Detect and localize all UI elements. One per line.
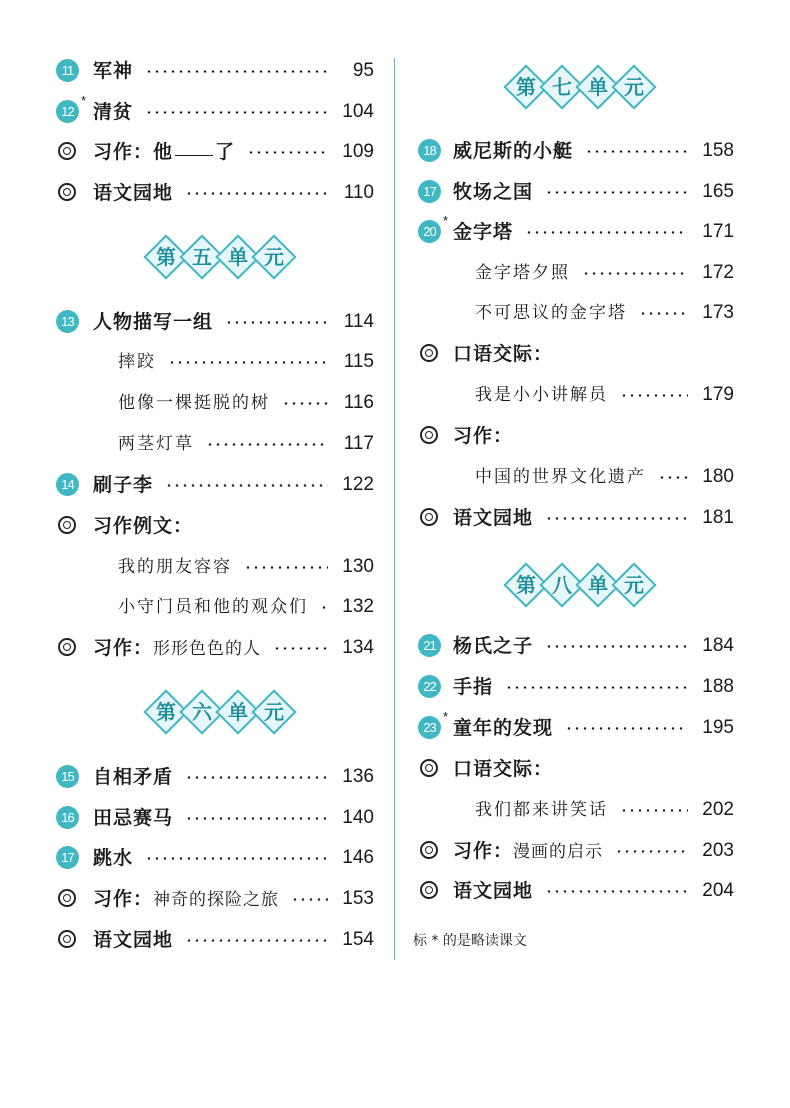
toc-entry[interactable]: [396, 754, 790, 784]
entry-title-topic: 神奇的探险之旅: [153, 890, 280, 910]
toc-entry[interactable]: [396, 672, 790, 702]
dot-leader: [168, 361, 328, 364]
page-number: 181: [702, 507, 734, 528]
dot-leader: [206, 443, 328, 446]
dot-leader: [244, 566, 328, 569]
unit-heading: [508, 68, 658, 108]
double-circle-bullet-icon: [420, 881, 438, 899]
toc-entry[interactable]: [0, 388, 394, 418]
unit-heading-char: 元: [264, 245, 284, 269]
lesson-number-badge: 14: [56, 473, 79, 496]
entry-title-label: 习作：: [93, 637, 154, 659]
unit-heading-char: 第: [516, 573, 536, 597]
entry-title: 田忌赛马: [93, 807, 174, 829]
page-number: 171: [702, 221, 734, 242]
toc-entry[interactable]: [396, 631, 790, 661]
dot-leader: [145, 857, 328, 860]
page-number: 203: [702, 840, 734, 861]
unit-heading-char: 八: [552, 573, 572, 597]
entry-title: 口语交际：: [453, 758, 554, 780]
toc-entry[interactable]: [0, 762, 394, 792]
unit-heading-char: 五: [192, 245, 212, 269]
footnote-skim-reading: 标 * 的是略读课文: [413, 933, 527, 949]
lesson-number-badge: 12: [56, 100, 79, 123]
entry-title: 习作例文：: [93, 515, 194, 537]
page-number: 158: [702, 140, 734, 161]
dot-leader: [545, 517, 688, 520]
page-number: 130: [342, 556, 374, 577]
entry-title: 我的朋友容容: [118, 557, 232, 577]
page-number: 140: [342, 807, 374, 828]
page-number: 180: [702, 466, 734, 487]
dot-leader: [291, 898, 328, 901]
toc-entry[interactable]: [0, 925, 394, 955]
dot-leader: [582, 272, 688, 275]
dot-leader: [525, 231, 688, 234]
double-circle-bullet-icon: [58, 930, 76, 948]
page-number: 202: [702, 799, 734, 820]
toc-entry[interactable]: [0, 592, 394, 622]
entry-title-topic: 漫画的启示: [513, 842, 604, 862]
toc-entry[interactable]: [396, 213, 790, 247]
page-number: 153: [342, 888, 374, 909]
page-number: 146: [342, 847, 374, 868]
lesson-number-badge: 23: [418, 716, 441, 739]
dot-leader: [282, 402, 328, 405]
dot-leader: [505, 686, 688, 689]
entry-title: 童年的发现: [453, 717, 554, 739]
double-circle-bullet-icon: [420, 508, 438, 526]
entry-title: 刷子李: [93, 474, 154, 496]
entry-title: 金字塔: [453, 221, 514, 243]
entry-title: 语文园地: [453, 507, 534, 529]
toc-entry[interactable]: [0, 56, 394, 86]
unit-heading: [148, 693, 298, 733]
toc-entry[interactable]: [396, 876, 790, 906]
dot-leader: [165, 484, 328, 487]
page-number: 154: [342, 929, 374, 950]
entry-title: 他像一棵挺脱的树: [118, 393, 270, 413]
toc-entry[interactable]: [0, 470, 394, 500]
entry-title-topic: 形形色色的人: [153, 639, 262, 659]
toc-entry[interactable]: [0, 552, 394, 582]
entry-title: 军神: [93, 60, 134, 82]
dot-leader: [185, 192, 328, 195]
dot-leader: [145, 111, 328, 114]
lesson-number-badge: 17: [418, 180, 441, 203]
toc-entry[interactable]: [396, 503, 790, 533]
page-number: 204: [702, 880, 734, 901]
entry-title: 手指: [453, 676, 494, 698]
toc-entry[interactable]: [0, 137, 394, 167]
entry-title: 我是小小讲解员: [475, 385, 608, 405]
page-number: 173: [702, 302, 734, 323]
toc-entry[interactable]: [0, 803, 394, 833]
double-circle-bullet-icon: [58, 183, 76, 201]
entry-title: 跳水: [93, 847, 134, 869]
entry-title: 两茎灯草: [118, 434, 194, 454]
toc-entry[interactable]: [396, 258, 790, 288]
page-number: 132: [342, 596, 374, 617]
lesson-number-badge: 15: [56, 765, 79, 788]
page-number: 134: [342, 637, 374, 658]
unit-heading-char: 六: [192, 700, 212, 724]
dot-leader: [185, 817, 328, 820]
lesson-number-badge: 18: [418, 139, 441, 162]
lesson-number-badge: 11: [56, 59, 79, 82]
fill-in-blank-line: [175, 137, 213, 156]
toc-entry[interactable]: [396, 380, 790, 410]
toc-entry[interactable]: [396, 795, 790, 825]
entry-title-prefix: 习作：他: [93, 141, 174, 163]
entry-title: 金字塔夕照: [475, 263, 570, 283]
page-number: 195: [702, 717, 734, 738]
entry-title: 中国的世界文化遗产: [475, 467, 646, 487]
toc-entry[interactable]: [396, 177, 790, 207]
page-number: 122: [342, 474, 374, 495]
toc-entry[interactable]: [396, 136, 790, 166]
page-number: 109: [342, 141, 374, 162]
double-circle-bullet-icon: [58, 142, 76, 160]
skim-reading-star: *: [443, 709, 449, 724]
entry-title: 语文园地: [453, 880, 534, 902]
dot-leader: [585, 150, 688, 153]
double-circle-bullet-icon: [420, 426, 438, 444]
toc-entry[interactable]: [396, 462, 790, 492]
entry-title: 语文园地: [93, 182, 174, 204]
entry-title: [93, 633, 261, 664]
unit-heading-char: 单: [228, 700, 248, 724]
double-circle-bullet-icon: [58, 889, 76, 907]
toc-entry[interactable]: [396, 339, 790, 369]
unit-heading-char: 单: [228, 245, 248, 269]
unit-heading-char: 第: [156, 700, 176, 724]
lesson-number-badge: 17: [56, 846, 79, 869]
entry-title: 杨氏之子: [453, 635, 534, 657]
page-number: 115: [343, 351, 374, 372]
page-number: 116: [343, 392, 374, 413]
entry-title: [93, 884, 279, 915]
entry-title: 我们都来讲笑话: [475, 800, 608, 820]
lesson-number-badge: 22: [418, 675, 441, 698]
dot-leader: [185, 776, 328, 779]
double-circle-bullet-icon: [420, 344, 438, 362]
page-number: 188: [702, 676, 734, 697]
entry-title: [453, 836, 603, 867]
dot-leader: [620, 394, 688, 397]
dot-leader: [545, 645, 688, 648]
skim-reading-star: *: [81, 93, 87, 108]
toc-entry[interactable]: [396, 709, 790, 743]
page-number: 165: [702, 181, 734, 202]
toc-entry[interactable]: [0, 429, 394, 459]
page-number: 172: [702, 262, 734, 283]
entry-title: 口语交际：: [453, 343, 554, 365]
page-number: 136: [342, 766, 374, 787]
dot-leader: [615, 850, 688, 853]
double-circle-bullet-icon: [420, 759, 438, 777]
entry-title-label: 习作：: [93, 888, 154, 910]
entry-title: 语文园地: [93, 929, 174, 951]
dot-leader: [545, 191, 688, 194]
unit-heading-char: 七: [552, 75, 572, 99]
lesson-number-badge: 20: [418, 220, 441, 243]
unit-heading-char: 元: [264, 700, 284, 724]
entry-title: 人物描写一组: [93, 311, 214, 333]
dot-leader: [545, 890, 688, 893]
dot-leader: [639, 312, 688, 315]
toc-entry[interactable]: [0, 347, 394, 377]
unit-heading-char: 单: [588, 75, 608, 99]
toc-entry[interactable]: [0, 884, 394, 914]
unit-heading: [148, 238, 298, 278]
dot-leader: [185, 939, 328, 942]
entry-title: 不可思议的金字塔: [475, 303, 627, 323]
unit-heading-char: 单: [588, 573, 608, 597]
skim-reading-star: *: [443, 213, 449, 228]
double-circle-bullet-icon: [58, 516, 76, 534]
page-number: 104: [342, 101, 374, 122]
entry-title: [93, 137, 235, 167]
entry-title: 清贫: [93, 101, 134, 123]
double-circle-bullet-icon: [58, 638, 76, 656]
dot-leader: [273, 647, 328, 650]
dot-leader: [145, 70, 328, 73]
entry-title: 小守门员和他的观众们: [118, 597, 308, 617]
double-circle-bullet-icon: [420, 841, 438, 859]
toc-entry[interactable]: [0, 178, 394, 208]
dot-leader: [225, 321, 328, 324]
page-number: 110: [343, 182, 374, 203]
lesson-number-badge: 16: [56, 806, 79, 829]
dot-leader: [320, 606, 328, 609]
entry-title-suffix: 了: [215, 141, 236, 163]
lesson-number-badge: 13: [56, 310, 79, 333]
page-number: 184: [702, 635, 734, 656]
toc-entry[interactable]: [396, 298, 790, 328]
column-divider: [394, 58, 395, 960]
lesson-number-badge: 21: [418, 634, 441, 657]
entry-title: 摔跤: [118, 352, 156, 372]
unit-heading-char: 元: [624, 75, 644, 99]
toc-entry[interactable]: [0, 93, 394, 127]
entry-title: 威尼斯的小艇: [453, 140, 574, 162]
page-number: 179: [702, 384, 734, 405]
entry-title-label: 习作：: [453, 840, 514, 862]
page-number: 95: [352, 60, 374, 81]
dot-leader: [658, 476, 688, 479]
dot-leader: [565, 727, 688, 730]
unit-heading-char: 第: [516, 75, 536, 99]
page-number: 117: [343, 433, 374, 454]
unit-heading: [508, 566, 658, 606]
toc-entry[interactable]: [0, 633, 394, 663]
dot-leader: [247, 151, 328, 154]
toc-entry[interactable]: [396, 836, 790, 866]
unit-heading-char: 第: [156, 245, 176, 269]
entry-title: 牧场之国: [453, 181, 534, 203]
entry-title: 习作：: [453, 425, 514, 447]
toc-entry[interactable]: [396, 421, 790, 451]
page-number: 114: [343, 311, 374, 332]
dot-leader: [620, 809, 688, 812]
toc-entry[interactable]: [0, 843, 394, 873]
entry-title: 自相矛盾: [93, 766, 174, 788]
unit-heading-char: 元: [624, 573, 644, 597]
toc-entry[interactable]: [0, 307, 394, 337]
toc-entry[interactable]: [0, 511, 394, 541]
